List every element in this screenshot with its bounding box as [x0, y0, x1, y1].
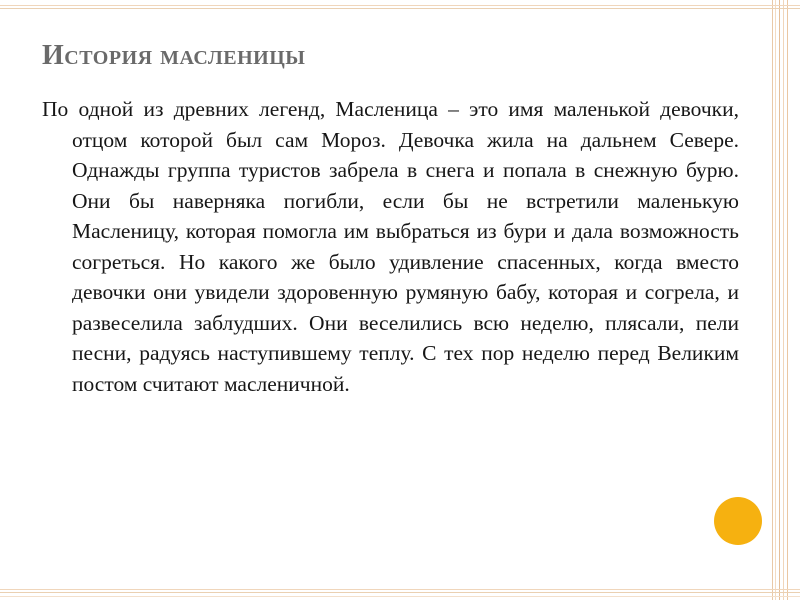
decorative-bottom-line	[0, 596, 800, 597]
slide-body	[42, 94, 739, 399]
decorative-frame-line	[779, 0, 780, 600]
decorative-frame-line	[772, 0, 773, 600]
slide-title: История масленицы	[42, 40, 306, 71]
decorative-frame-line	[775, 0, 776, 600]
orange-circle-decoration	[714, 497, 762, 545]
decorative-top-line	[0, 8, 800, 9]
decorative-top-line	[0, 5, 800, 6]
decorative-bottom-line	[0, 589, 800, 590]
decorative-frame-line	[783, 0, 784, 600]
decorative-bottom-line	[0, 592, 800, 593]
body-paragraph: По одной из древних легенд, Масленица – это имя маленькой девочки, отцом которой был сам Мороз. Девочка жила на дальнем Севере. Однажды группа туристов забрела в снега и попала в снежную бурю. Они бы наверняка погибли, если бы не встретили маленькую Масленицу, которая помогла им выбраться из бури и дала возможность согреться. Но какого же было удивление спасенных, когда вместо девочки они увидели здоровенную румяную бабу, которая и согрела, и развеселила заблудших. Они веселились всю неделю, плясали, пели песни, радуясь наступившему теплу. С тех пор неделю перед Великим постом считают масленичной.	[42, 97, 739, 396]
decorative-frame-line	[787, 0, 788, 600]
